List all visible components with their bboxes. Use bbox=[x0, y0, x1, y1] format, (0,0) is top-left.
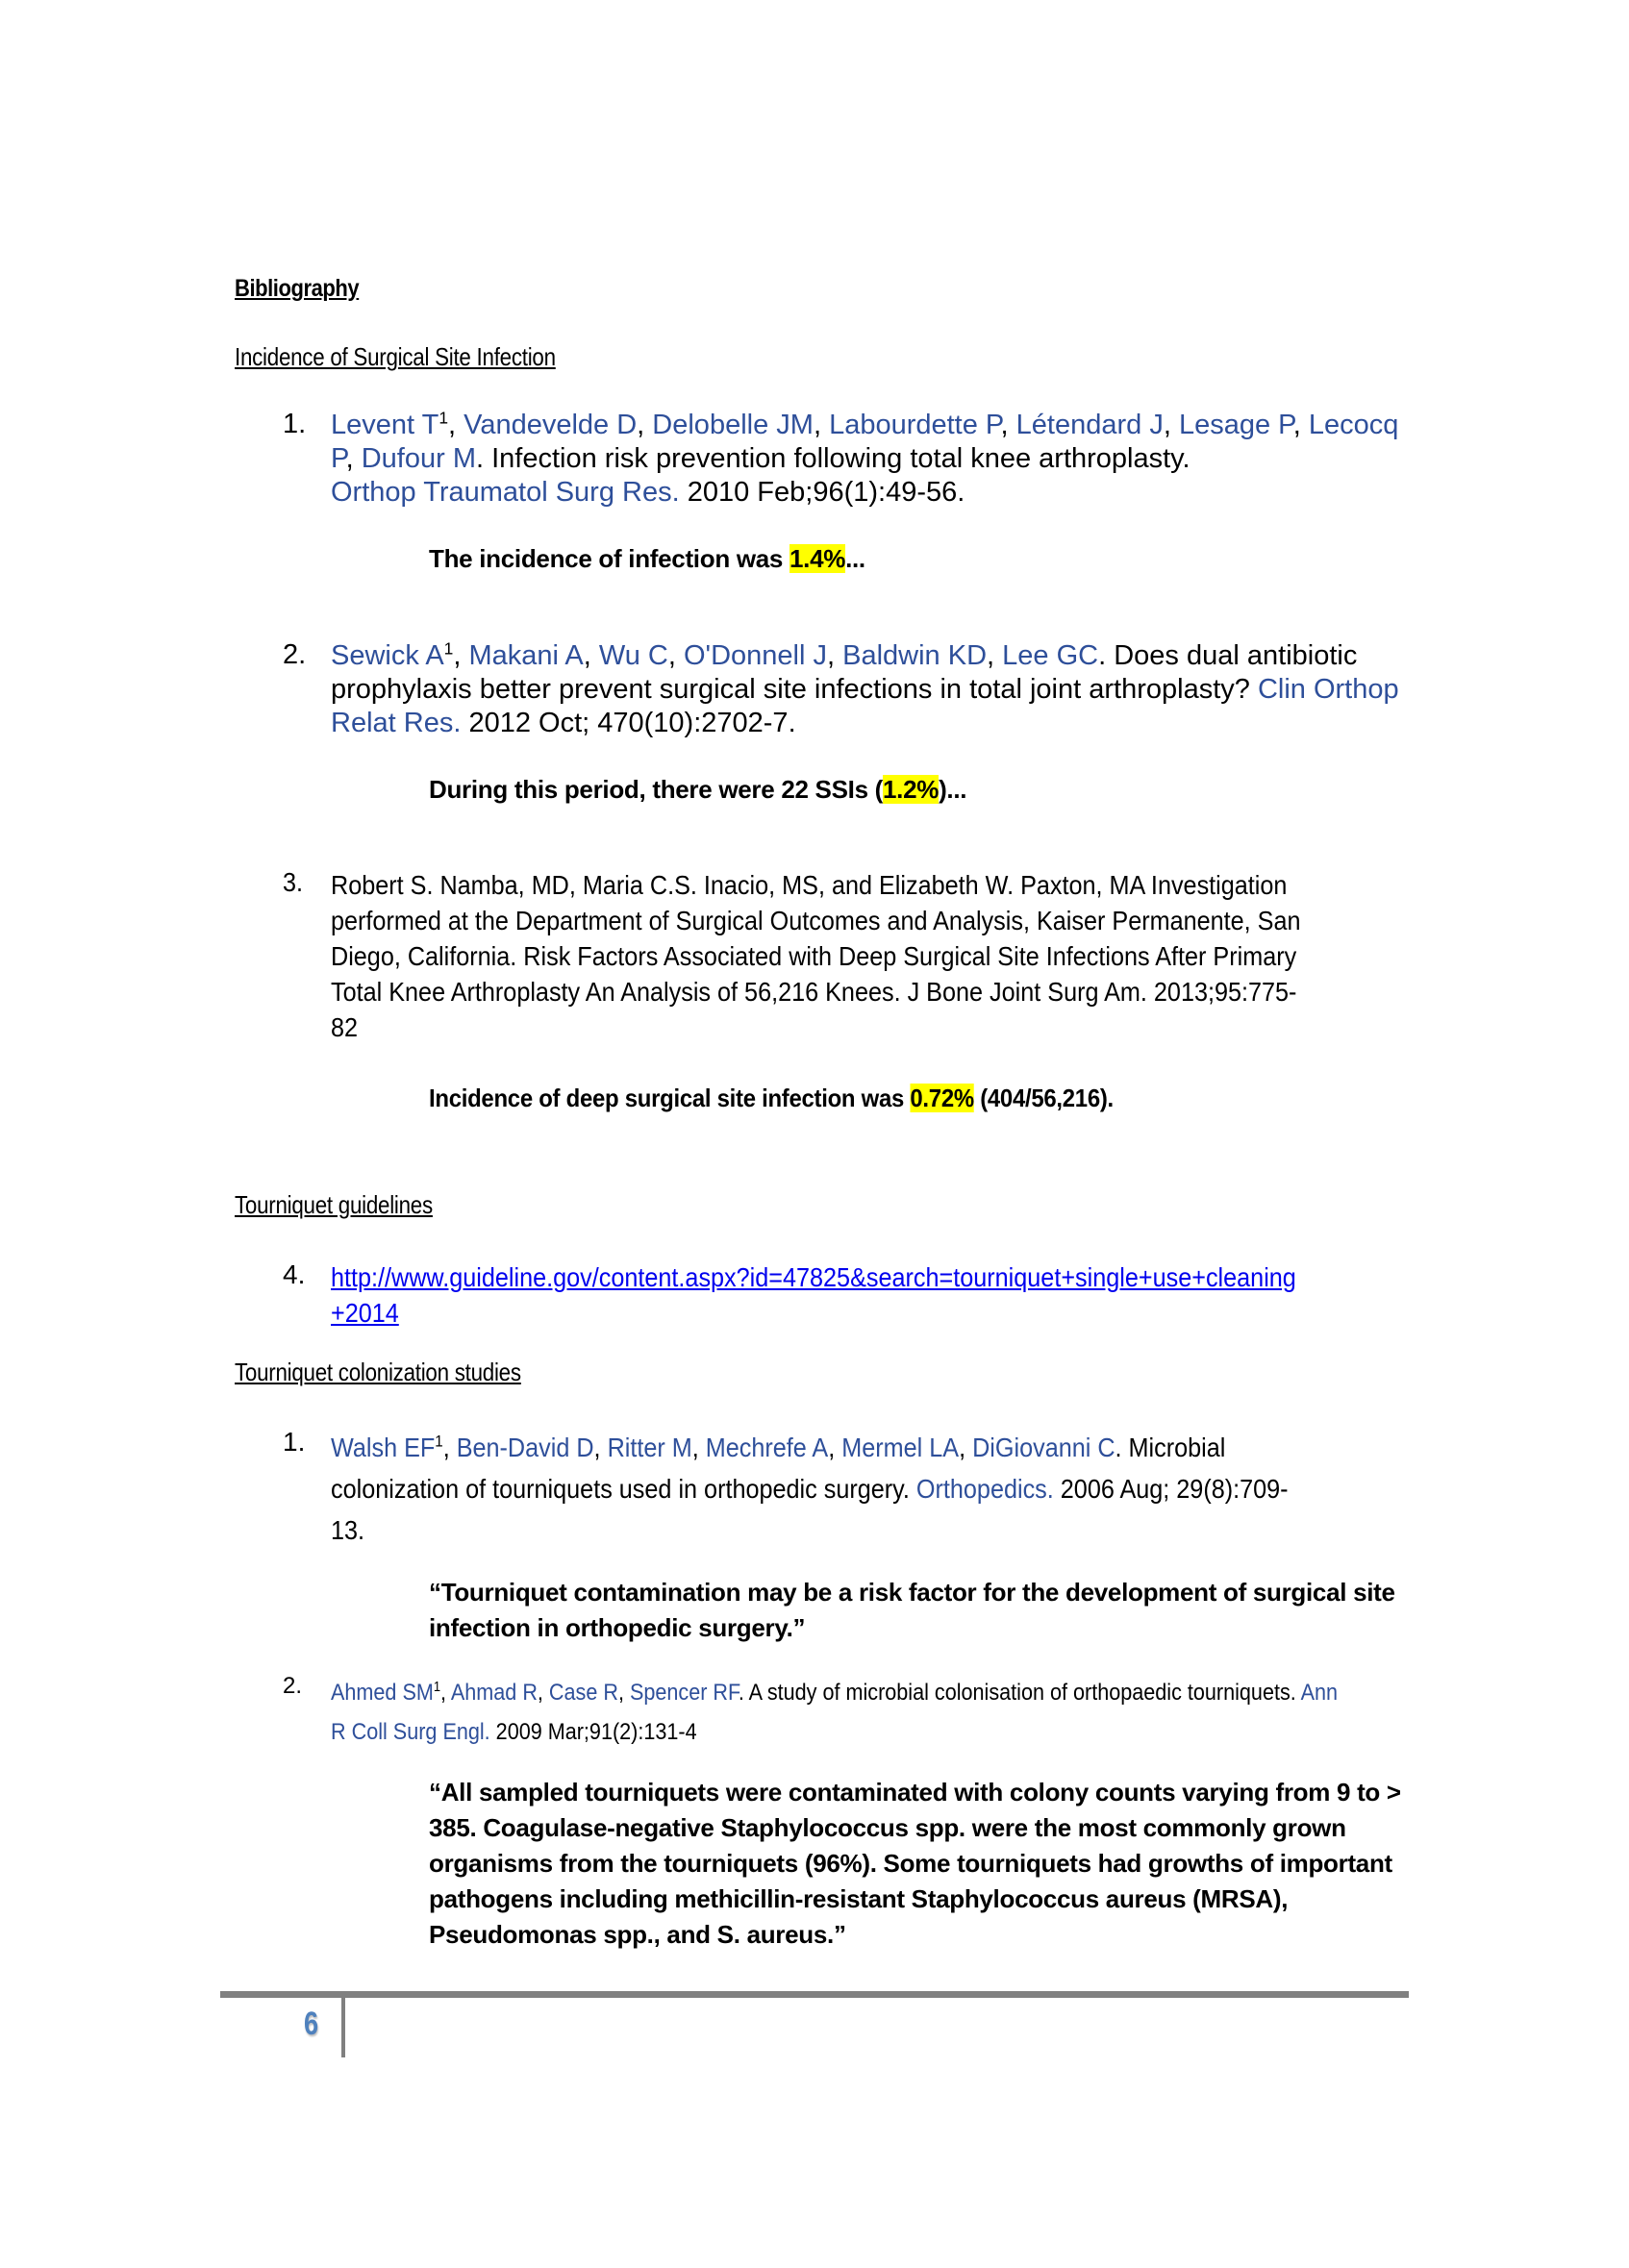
author-link[interactable]: Mechrefe A bbox=[705, 1433, 829, 1462]
author-link[interactable]: Spencer RF bbox=[629, 1680, 739, 1706]
page-heading: Bibliography bbox=[235, 275, 360, 302]
highlighted-value: 1.2% bbox=[883, 775, 940, 804]
excerpt-quote bbox=[429, 772, 966, 808]
footer-divider bbox=[220, 1991, 1409, 1998]
ref-title: Infection risk prevention following total knee arthroplasty. bbox=[491, 443, 1190, 474]
author-link[interactable]: Lee GC bbox=[1002, 640, 1099, 671]
author-link[interactable]: Dufour M bbox=[361, 443, 476, 474]
author-link[interactable]: Sewick A bbox=[331, 640, 444, 671]
affiliation-sup: 1 bbox=[433, 1680, 441, 1695]
excerpt-quote bbox=[429, 1081, 1114, 1116]
affiliation-sup: 1 bbox=[443, 638, 454, 659]
ref-title: Does dual antibiotic prophylaxis better prevent surgical site infections in total joint arthroplasty? bbox=[331, 640, 1358, 705]
section-heading-tourniquet-guidelines: Tourniquet guidelines bbox=[235, 1190, 433, 1219]
highlighted-value: 1.4% bbox=[789, 544, 846, 573]
footer-vertical-divider bbox=[341, 1998, 345, 2057]
quote-text: ... bbox=[845, 544, 865, 573]
author-link[interactable]: O'Donnell J bbox=[684, 640, 827, 671]
ref-citation: 2010 Feb;96(1):49-56. bbox=[687, 477, 965, 508]
author-link[interactable]: Ahmad R bbox=[450, 1680, 538, 1706]
author-link[interactable]: Lecocq P bbox=[331, 410, 1399, 474]
author-link[interactable]: Ben-David D bbox=[456, 1433, 594, 1462]
affiliation-sup: 1 bbox=[439, 408, 448, 428]
reference-levent: Levent $T^1$, Vandevelde D, Delobelle JM, Labourdette P, Létendard J, Lesage P, Lecocq P, Dufour M. Infection risk prevention following total knee arthroplasty. Orthop Traumatol Surg Res. 2010 Feb;96(1):49-56. bbox=[331, 408, 1399, 508]
ref-citation: 2006 Aug; 29(8):709-13. bbox=[331, 1474, 1289, 1545]
journal-link[interactable]: Clin Orthop Relat Res. bbox=[331, 674, 1399, 738]
author-link[interactable]: Vandevelde D bbox=[464, 410, 638, 440]
quote-text: The incidence of infection was bbox=[429, 544, 789, 573]
author-link[interactable]: DiGiovanni C bbox=[972, 1433, 1115, 1462]
ref-number: 1. bbox=[283, 1427, 306, 1457]
quote-text: (404/56,216). bbox=[973, 1084, 1114, 1112]
author-link[interactable]: Makani A bbox=[468, 640, 584, 671]
reference-ahmed: Ahmed $SM^1$, Ahmad R, Case R, Spencer RF. A study of microbial colonisation of orthopaedic tourniquets. Ann R Coll Surg Engl. 2009 Mar;91(2):131-4 bbox=[331, 1680, 1339, 1745]
author-link[interactable]: Mermel LA bbox=[841, 1433, 960, 1462]
reference-sewick: Sewick $A^1$, Makani A, Wu C, O'Donnell J, Baldwin KD, Lee GC. Does dual antibiotic prophylaxis better prevent surgical site infections in total joint arthroplasty? Clin Orthop Relat Res. 2012 Oct; 470(10):2702-7. bbox=[331, 638, 1399, 738]
highlighted-value: 0.72% bbox=[910, 1084, 974, 1112]
excerpt-quote: “Tourniquet contamination may be a risk factor for the development of surgical site infection in orthopedic surgery.” bbox=[429, 1578, 1395, 1642]
section-heading-ssi: Incidence of Surgical Site Infection bbox=[235, 342, 556, 371]
author-link[interactable]: Ritter M bbox=[607, 1433, 692, 1462]
quote-text: Incidence of deep surgical site infection was bbox=[429, 1084, 911, 1112]
ref-number: 2. bbox=[283, 639, 307, 670]
journal-link[interactable]: Ann R Coll Surg Engl. bbox=[331, 1680, 1339, 1745]
quote-text: During this period, there were 22 SSIs ( bbox=[429, 775, 884, 804]
author-link[interactable]: Labourdette P bbox=[829, 410, 1001, 440]
author-link[interactable]: Lesage P bbox=[1178, 410, 1293, 440]
ref-title: A study of microbial colonisation of orthopaedic tourniquets. bbox=[748, 1680, 1296, 1706]
author-link[interactable]: Levent T bbox=[331, 410, 439, 440]
ref-number: 1. bbox=[283, 409, 307, 439]
author-link[interactable]: Baldwin KD bbox=[842, 640, 988, 671]
guideline-url-link[interactable]: http://www.guideline.gov/content.aspx?id=47825&search=tourniquet+single+use+cleaning+2014 bbox=[331, 1262, 1296, 1328]
reference-walsh: Walsh $EF^1$, Ben-David D, Ritter M, Mechrefe A, Mermel LA, DiGiovanni C. Microbial colonization of tourniquets used in orthopedic surgery. Orthopedics. 2006 Aug; 29(8):709-13. bbox=[331, 1432, 1289, 1545]
excerpt-quote: “All sampled tourniquets were contaminated with colony counts varying from 9 to > 385. Coagulase-negative Staphylococcus spp. were the most commonly grown organisms from the tourniquets (96%). Some tourniquets had growths of important pathogens including methicillin-resistant Staphylococcus aureus (MRSA), Pseudomonas spp., and S. aureus.” bbox=[429, 1778, 1401, 1949]
ref-citation: 2012 Oct; 470(10):2702-7. bbox=[468, 708, 796, 738]
author-link[interactable]: Case R bbox=[548, 1680, 618, 1706]
author-link[interactable]: Létendard J bbox=[1015, 410, 1164, 440]
ref-number: 4. bbox=[283, 1259, 306, 1289]
affiliation-sup: 1 bbox=[435, 1432, 443, 1451]
ref-title: Microbial colonization of tourniquets used in orthopedic surgery. bbox=[331, 1433, 1226, 1504]
author-link[interactable]: Ahmed SM bbox=[331, 1680, 434, 1706]
reference-namba: Robert S. Namba, MD, Maria C.S. Inacio, MS, and Elizabeth W. Paxton, MA Investigation performed at the Department of Surgical Outcomes and Analysis, Kaiser Permanente, San Diego, California. Risk Factors Associated with Deep Surgical Site Infections After Primary Total Knee Arthroplasty An Analysis of 56,216 Knees. J Bone Joint Surg Am. 2013;95:775-82 bbox=[331, 870, 1301, 1042]
journal-link[interactable]: Orthop Traumatol Surg Res. bbox=[331, 477, 680, 508]
section-heading-colonization-studies: Tourniquet colonization studies bbox=[235, 1358, 521, 1386]
ref-citation: 2009 Mar;91(2):131-4 bbox=[495, 1719, 697, 1745]
ref-number: 3. bbox=[283, 867, 304, 897]
quote-text: )... bbox=[939, 775, 967, 804]
author-link[interactable]: Walsh EF bbox=[331, 1433, 436, 1462]
excerpt-quote bbox=[429, 541, 865, 577]
ref-number: 2. bbox=[283, 1673, 303, 1699]
author-link[interactable]: Wu C bbox=[598, 640, 668, 671]
page-number: 6 bbox=[304, 2006, 319, 2042]
author-link[interactable]: Delobelle JM bbox=[652, 410, 814, 440]
journal-link[interactable]: Orthopedics. bbox=[915, 1474, 1054, 1504]
